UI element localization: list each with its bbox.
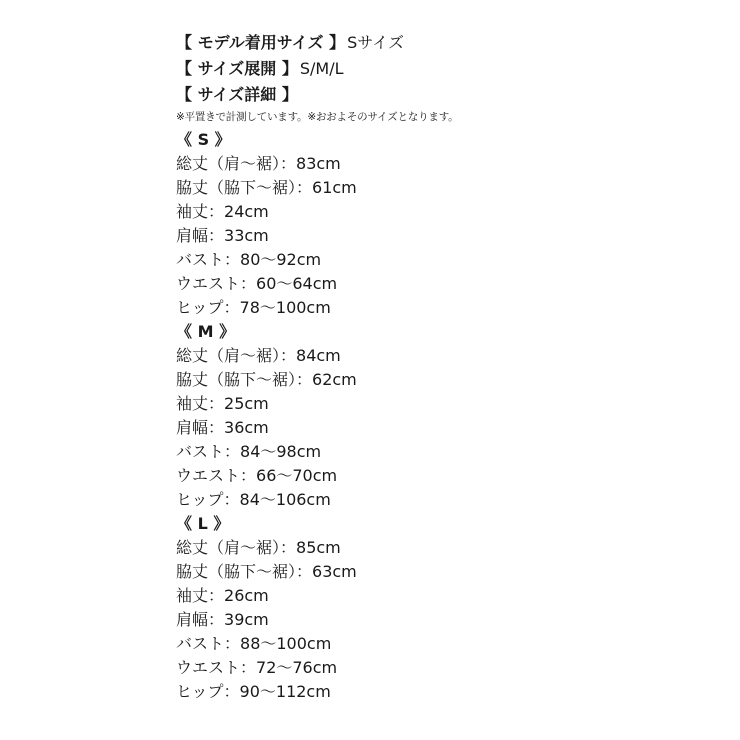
measure-label: 肩幅 [176, 610, 209, 629]
size-l-row [176, 584, 716, 608]
model-size-value: Sサイズ [347, 33, 404, 52]
measure-value: ：72〜76cm [240, 658, 338, 677]
measure-value: ：36cm [208, 418, 269, 437]
measure-label: バスト [176, 442, 225, 461]
size-s-row [176, 272, 716, 296]
measure-label: ヒップ [176, 682, 224, 701]
model-size-label: 【 モデル着用サイズ 】 [176, 33, 346, 52]
size-m-row [176, 368, 716, 392]
measure-value: ：80〜92cm [224, 250, 322, 269]
size-detail-line [176, 82, 716, 108]
measure-label: ウエスト [176, 274, 241, 293]
measure-label: 総丈（肩〜裾） [176, 346, 281, 365]
measure-label: ウエスト [176, 658, 241, 677]
size-l-row [176, 656, 716, 680]
size-l-row [176, 632, 716, 656]
measure-value: ：84〜98cm [224, 442, 322, 461]
measure-value: ：24cm [208, 202, 269, 221]
measure-value: ：84〜106cm [223, 490, 331, 509]
size-info-document [176, 30, 716, 704]
measure-value: ：90〜112cm [223, 682, 331, 701]
size-l-row [176, 608, 716, 632]
size-l-row [176, 536, 716, 560]
measure-value: ：60〜64cm [240, 274, 338, 293]
size-m-row [176, 344, 716, 368]
measure-label: 袖丈 [176, 586, 209, 605]
size-s-title: 《 S 》 [176, 130, 231, 149]
measure-value: ：85cm [280, 538, 341, 557]
size-s-row [176, 296, 716, 320]
measure-label: 総丈（肩〜裾） [176, 154, 281, 173]
size-detail-label: 【 サイズ詳細 】 [176, 85, 298, 104]
measure-value: ：63cm [296, 562, 357, 581]
measure-label: ヒップ [176, 298, 224, 317]
size-s-row [176, 176, 716, 200]
measure-label: ウエスト [176, 466, 241, 485]
measure-label: 脇丈（脇下〜裾） [176, 562, 297, 581]
size-m-row [176, 464, 716, 488]
size-s-row [176, 248, 716, 272]
size-l-title: 《 L 》 [176, 514, 230, 533]
measure-value: ：26cm [208, 586, 269, 605]
measure-label: 脇丈（脇下〜裾） [176, 178, 297, 197]
measure-value: ：78〜100cm [223, 298, 331, 317]
measure-label: 袖丈 [176, 394, 209, 413]
size-m-row [176, 392, 716, 416]
model-size-line [176, 30, 716, 56]
measure-label: 袖丈 [176, 202, 209, 221]
measure-label: 総丈（肩〜裾） [176, 538, 281, 557]
measure-value: ：62cm [296, 370, 357, 389]
size-l-row [176, 560, 716, 584]
size-s-row [176, 200, 716, 224]
measure-value: ：84cm [280, 346, 341, 365]
size-s-row [176, 152, 716, 176]
size-m-row [176, 488, 716, 512]
measure-value: ：25cm [208, 394, 269, 413]
measure-label: 肩幅 [176, 418, 209, 437]
size-range-value: S/M/L [299, 59, 344, 78]
size-range-label: 【 サイズ展開 】 [176, 59, 298, 78]
measure-label: ヒップ [176, 490, 224, 509]
size-m-title: 《 M 》 [176, 322, 236, 341]
measure-value: ：61cm [296, 178, 357, 197]
size-range-line [176, 56, 716, 82]
measure-value: ：39cm [208, 610, 269, 629]
measure-value: ：88〜100cm [224, 634, 332, 653]
measurement-note: ※平置きで計測しています。※おおよそのサイズとなります。 [176, 111, 459, 123]
size-m-row [176, 416, 716, 440]
measure-value: ：66〜70cm [240, 466, 338, 485]
measure-label: 脇丈（脇下〜裾） [176, 370, 297, 389]
measure-label: 肩幅 [176, 226, 209, 245]
measure-label: バスト [176, 250, 225, 269]
size-m-row [176, 440, 716, 464]
measure-label: バスト [176, 634, 225, 653]
size-s-row [176, 224, 716, 248]
measure-value: ：83cm [280, 154, 341, 173]
measure-value: ：33cm [208, 226, 269, 245]
size-l-row [176, 680, 716, 704]
